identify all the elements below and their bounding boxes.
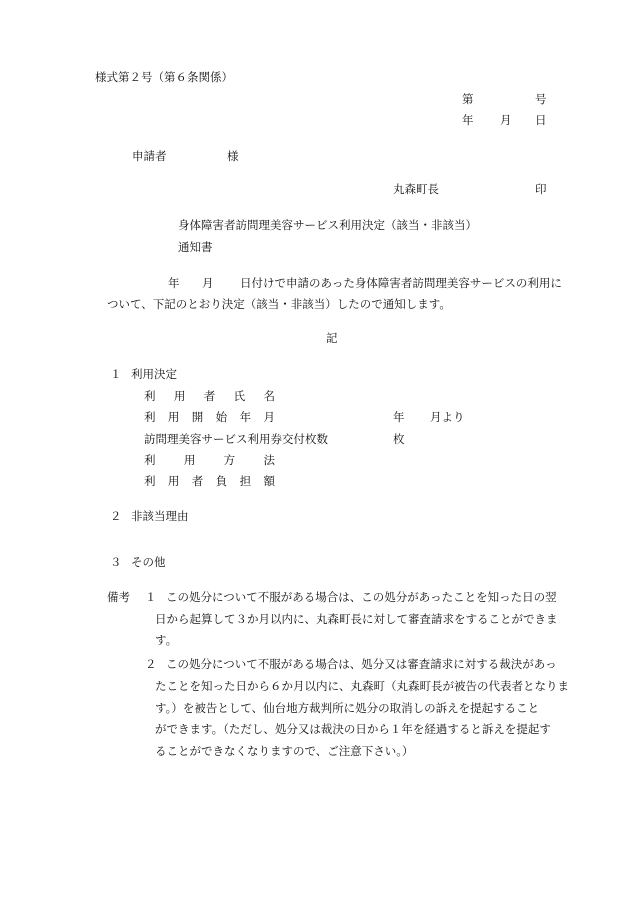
field-start-month: 月より: [430, 410, 465, 424]
remark-2-line5: ることができなくなりますので、ご注意下さい。）: [155, 744, 414, 758]
remark-2-line2: たことを知った日から６か月以内に、丸森町（丸森町長が被告の代表者となりま: [155, 679, 569, 693]
date-day: 日: [535, 113, 547, 127]
remark-1-line3: す。: [155, 633, 178, 647]
field-method-label: 利 用 方 法: [144, 453, 275, 467]
ki-heading: 記: [326, 331, 338, 345]
body-text-line2: ついて、下記のとおり決定（該当・非該当）したので通知します。: [107, 297, 451, 311]
field-tickets-unit: 枚: [393, 432, 405, 446]
applicant-label: 申請者: [132, 149, 167, 163]
remark-1-line2: 日から起算して３か月以内に、丸森町長に対して審査請求をすることができま: [155, 612, 558, 626]
section1-number: １: [110, 367, 122, 381]
section2-title: 非該当理由: [131, 509, 189, 523]
remarks-label: 備考: [107, 590, 130, 604]
field-burden-label: 利 用 者 負 担 額: [144, 474, 275, 488]
applicant-honorific: 様: [227, 149, 239, 163]
body-date-year: 年: [168, 276, 180, 290]
field-start-year: 年: [393, 410, 405, 424]
body-text-line1: 日付けで申請のあった身体障害者訪問理美容サービスの利用に: [240, 276, 562, 290]
remark-1-line1: この処分について不服がある場合は、この処分があったことを知った日の翌: [166, 590, 557, 604]
title-line1: 身体障害者訪問理美容サービス利用決定（該当・非該当）: [178, 218, 477, 232]
form-number: 様式第２号（第６条関係）: [95, 70, 233, 84]
remark-2-line1: この処分について不服がある場合は、処分又は審査請求に対する裁決があっ: [166, 657, 557, 671]
body-date-month: 月: [202, 276, 214, 290]
remark-2-number: ２: [145, 657, 157, 671]
remark-1-number: １: [145, 590, 157, 604]
title-line2: 通知書: [178, 240, 213, 254]
doc-no-suffix: 号: [535, 92, 547, 106]
section3-number: ３: [110, 555, 122, 569]
date-month: 月: [500, 113, 512, 127]
section1-title: 利用決定: [131, 367, 177, 381]
remark-2-line4: ができます。（ただし、処分又は裁決の日から１年を経過すると訴えを提起す: [155, 722, 551, 736]
issuer-name: 丸森町長: [393, 182, 439, 196]
issuer-seal: 印: [535, 182, 547, 196]
section2-number: ２: [110, 509, 122, 523]
field-tickets-label: 訪問理美容サービス利用券交付枚数: [144, 432, 328, 446]
field-start-label: 利 用 開 始 年 月: [144, 410, 275, 424]
doc-no-prefix: 第: [462, 92, 474, 106]
field-user-name: 利 用 者 氏 名: [144, 389, 275, 403]
date-year: 年: [462, 113, 474, 127]
section3-title: その他: [131, 555, 166, 569]
remark-2-line3: す。）を被告として、仙台地方裁判所に処分の取消しの訴えを提起すること: [155, 701, 540, 715]
